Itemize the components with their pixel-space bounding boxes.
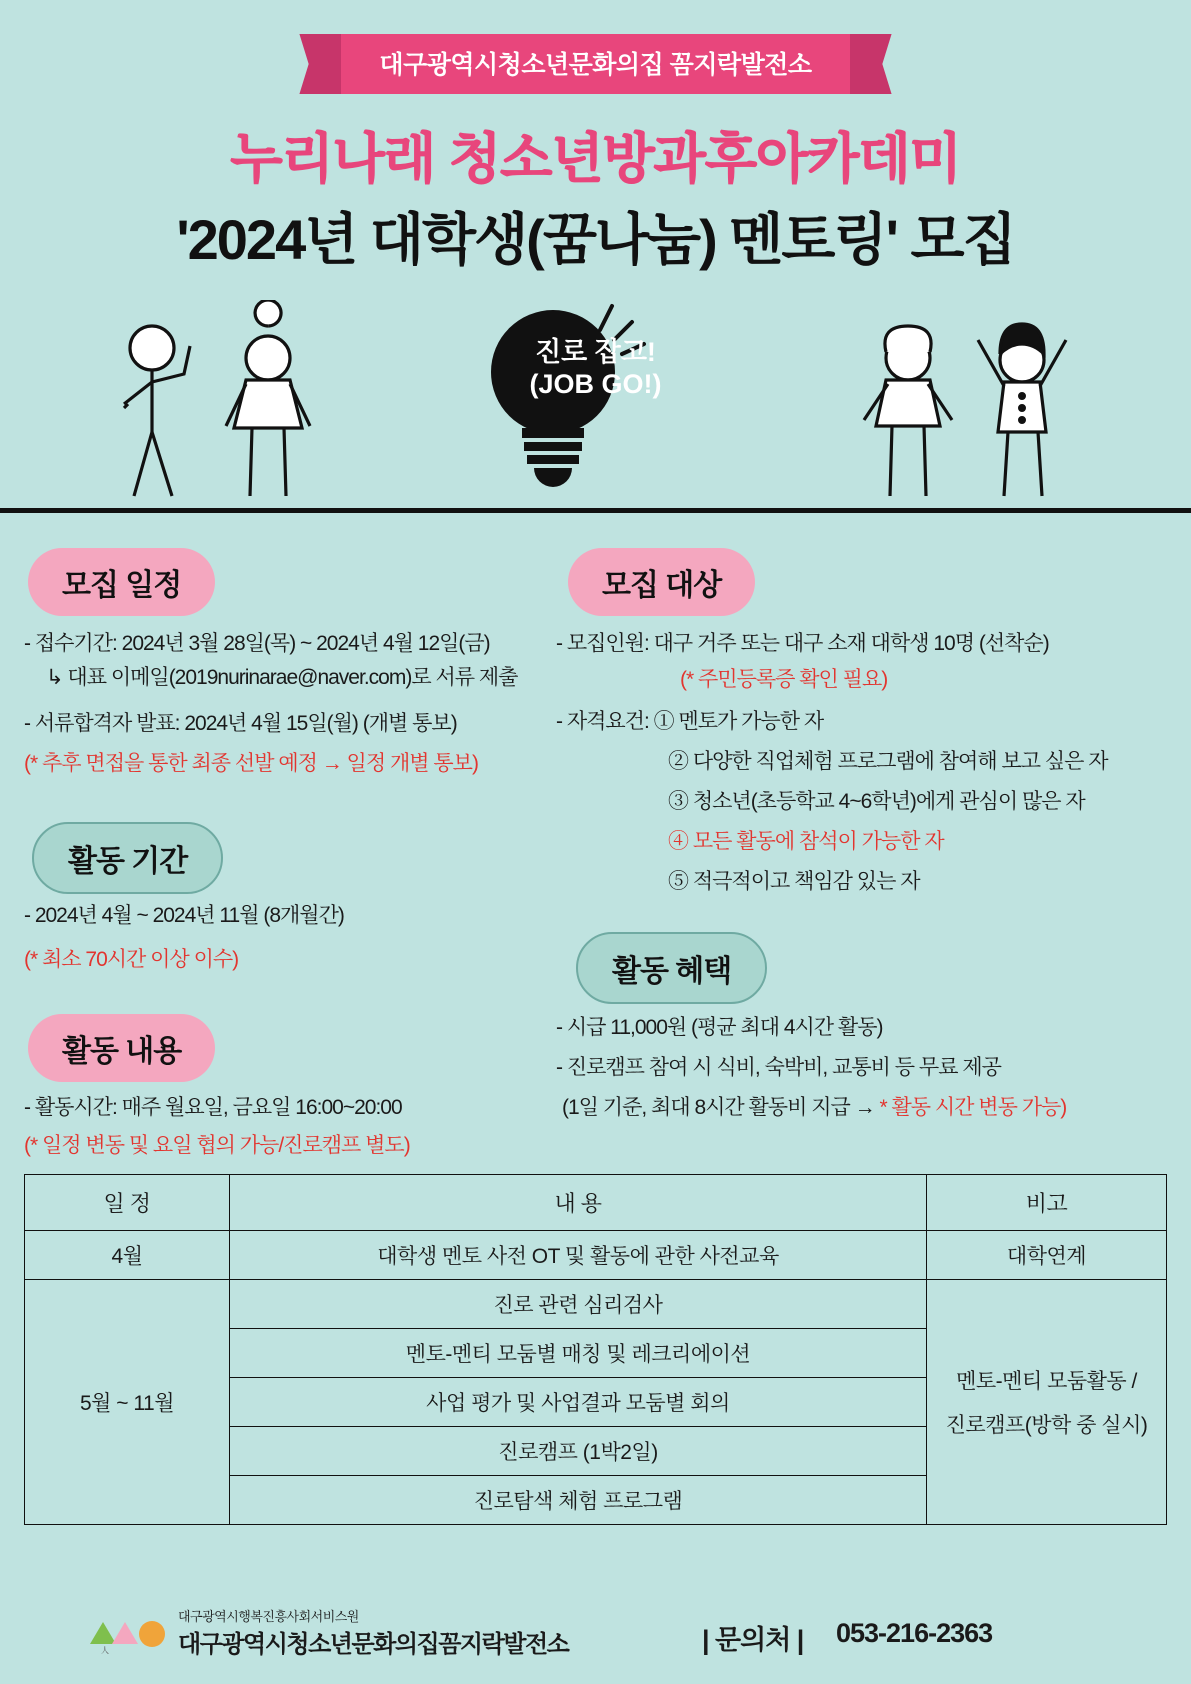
contents-line-2: (* 일정 변동 및 요일 협의 가능/진로캠프 별도) (24, 1134, 410, 1157)
bulb-caption (0, 337, 1191, 401)
table-cell-content: 사업 평가 및 사업결과 모둠별 회의 (230, 1378, 927, 1427)
target-line-5: ③ 청소년(초등학교 4~6학년)에게 관심이 많은 자 (668, 790, 1085, 813)
bulb-caption-line1: 진로 잡고! (535, 337, 656, 367)
svg-text:人: 人 (101, 1646, 109, 1654)
benefit-line-3-red: * 활동 시간 변동 가능) (879, 1096, 1067, 1119)
period-line-1: - 2024년 4월 ~ 2024년 11월 (8개월간) (24, 904, 344, 927)
target-line-4: ② 다양한 직업체험 프로그램에 참여해 보고 싶은 자 (668, 750, 1108, 773)
contact-number: 053-216-2363 (836, 1618, 993, 1648)
target-line-6: ④ 모든 활동에 참석이 가능한 자 (668, 830, 944, 853)
table-header-period: 일 정 (25, 1175, 230, 1231)
table-cell-content: 멘토-멘티 모둠별 매칭 및 레크리에이션 (230, 1329, 927, 1378)
footer (0, 1604, 1191, 1674)
table-cell-note-line2: 진로캠프(방학 중 실시) (945, 1414, 1148, 1437)
footer-org-small: 대구광역시행복진흥사회서비스원 (178, 1609, 359, 1624)
table-header-row (25, 1175, 1167, 1231)
target-line-7: ⑤ 적극적이고 책임감 있는 자 (668, 870, 920, 893)
schedule-line-2: ↳ 대표 이메일(2019nurinarae@naver.com)로 서류 제출 (46, 666, 518, 689)
target-line-1: - 모집인원: 대구 거주 또는 대구 소재 대학생 10명 (선착순) (556, 632, 1049, 655)
schedule-line-1: - 접수기간: 2024년 3월 28일(목) ~ 2024년 4월 12일(금) (24, 632, 490, 655)
benefit-line-3 (562, 1092, 1066, 1125)
table-cell-period: 5월 ~ 11월 (25, 1280, 230, 1525)
table-cell-content: 진로탐색 체험 프로그램 (230, 1476, 927, 1525)
table-cell-note: 대학연계 (927, 1231, 1167, 1280)
contact-label: | 문의처 | (702, 1625, 804, 1655)
target-line-3: - 자격요건: ① 멘토가 가능한 자 (556, 710, 824, 733)
table-cell-content: 진로캠프 (1박2일) (230, 1427, 927, 1476)
period-line-2: (* 최소 70시간 이상 이수) (24, 948, 239, 971)
footer-org-big: 대구광역시청소년문화의집꼼지락발전소 (178, 1631, 569, 1658)
section-heading-benefit: 활동 혜택 (576, 932, 767, 1004)
table-cell-note-line1: 멘토-멘티 모둠활동 / (956, 1370, 1137, 1393)
table-cell-content: 진로 관련 심리검사 (230, 1280, 927, 1329)
ground-line (0, 508, 1191, 513)
table-cell-period: 4월 (25, 1231, 230, 1280)
section-heading-period: 활동 기간 (32, 822, 223, 894)
target-line-2: (* 주민등록증 확인 필요) (680, 668, 888, 691)
page-title-line1: 누리나래 청소년방과후아카데미 (230, 129, 961, 189)
table-cell-note (927, 1280, 1167, 1525)
benefit-line-1: - 시급 11,000원 (평균 최대 4시간 활동) (556, 1016, 883, 1039)
table-row (25, 1280, 1167, 1329)
section-heading-contents: 활동 내용 (28, 1014, 215, 1082)
contents-line-1: - 활동시간: 매주 월요일, 금요일 16:00~20:00 (24, 1096, 402, 1119)
organization-logo-icon (86, 1610, 172, 1654)
footer-logo (86, 1610, 172, 1659)
page-title-line2: '2024년 대학생(꿈나눔) 멘토링' 모집 (176, 208, 1015, 271)
schedule-line-3: - 서류합격자 발표: 2024년 4월 15일(월) (개별 통보) (24, 712, 457, 735)
illustration-people (0, 300, 1191, 510)
section-heading-target: 모집 대상 (568, 548, 755, 616)
ribbon-label: 대구광역시청소년문화의집 꼼지락발전소 (333, 34, 857, 94)
table-cell-content: 대학생 멘토 사전 OT 및 활동에 관한 사전교육 (230, 1231, 927, 1280)
schedule-table (24, 1174, 1167, 1525)
ribbon-banner (0, 34, 1191, 94)
section-heading-schedule: 모집 일정 (28, 548, 215, 616)
benefit-line-2: - 진로캠프 참여 시 식비, 숙박비, 교통비 등 무료 제공 (556, 1056, 1001, 1079)
schedule-line-4: (* 추후 면접을 통한 최종 선발 예정 → 일정 개별 통보) (24, 752, 478, 775)
table-row (25, 1231, 1167, 1280)
benefit-line-3-black: (1일 기준, 최대 8시간 활동비 지급 → (562, 1096, 880, 1119)
table-header-note: 비고 (927, 1175, 1167, 1231)
bulb-caption-line2: (JOB GO!) (529, 368, 662, 399)
table-header-content: 내 용 (230, 1175, 927, 1231)
